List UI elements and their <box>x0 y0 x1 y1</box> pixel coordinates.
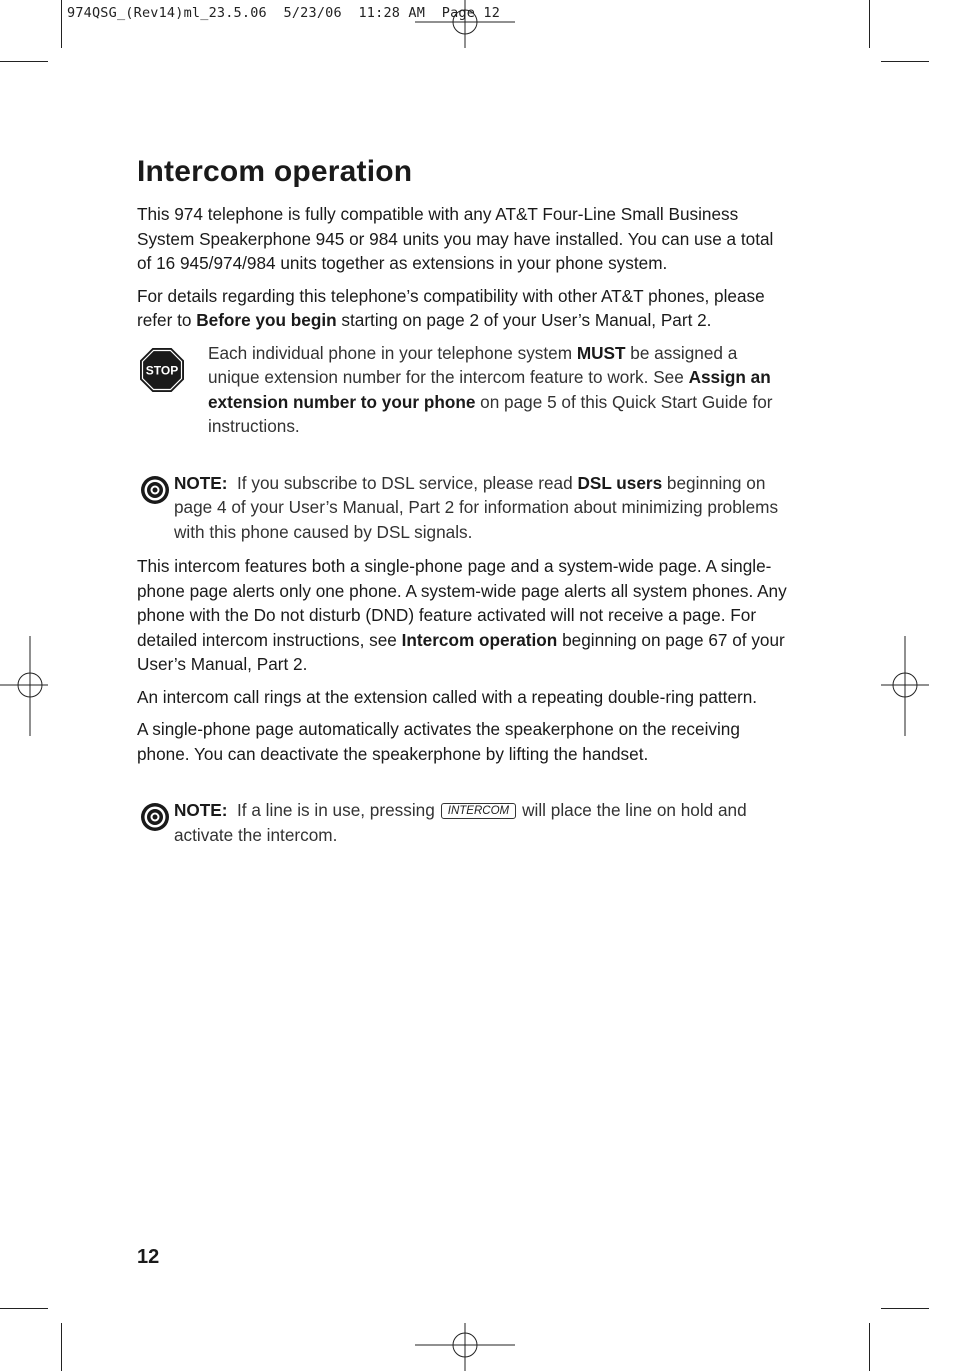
crop-mark-top-left-horizontal <box>0 61 48 62</box>
page-content <box>137 150 787 857</box>
svg-text:STOP: STOP <box>145 363 179 377</box>
registration-mark-right-icon <box>881 636 929 736</box>
crop-mark-top-left-vertical <box>61 0 62 48</box>
reference-dsl-users: DSL users <box>577 472 663 493</box>
reference-assign-extension: Assign an extension number to your phone <box>208 367 771 412</box>
crop-mark-bottom-right-horizontal <box>881 1308 929 1309</box>
note-label: NOTE: <box>174 800 228 820</box>
reference-before-you-begin: Before you begin <box>196 310 337 330</box>
note-target-icon <box>140 802 170 832</box>
page-title: Intercom operation <box>137 155 413 188</box>
page-number: 12 <box>137 1246 160 1268</box>
print-slug: 974QSG_(Rev14)ml_23.5.06 5/23/06 11:28 AM Page 12 <box>67 5 501 21</box>
note-dsl: NOTE: If you subscribe to DSL service, please read DSL users beginning on page 4 of your User’s Manual, Part 2 for information about minimizing problems with this phone caused by DSL signals. <box>137 471 787 545</box>
stop-sign-icon <box>139 347 185 393</box>
note-label: NOTE: <box>174 472 228 493</box>
emphasis-must: MUST <box>576 342 626 363</box>
paragraph-intercom-features: This intercom features both a single-phone page and a system-wide page. A single-phone page alerts only one phone. A system-wide page alerts all system phones. Any phone with the Do not disturb (DND) feature activated will not receive a page. For detailed intercom instructions, see Intercom operation beginning on page 67 of your User’s Manual, Part 2. <box>137 556 787 674</box>
paragraph-details: For details regarding this telephone’s compatibility with other AT&T phones, please refer to Before you begin starting on page 2 of your User’s Manual, Part 2. <box>137 285 765 330</box>
note-target-icon <box>140 475 170 505</box>
note-intercom-key: NOTE: If a line is in use, pressing INTERCOM will place the line on hold and activate the intercom. <box>137 798 787 847</box>
paragraph-ring-pattern: An intercom call rings at the extension called with a repeating double-ring pattern. <box>137 686 758 707</box>
crop-mark-bottom-left-horizontal <box>0 1308 48 1309</box>
reference-intercom-operation: Intercom operation <box>401 629 558 650</box>
crop-mark-bottom-left-vertical <box>61 1323 62 1371</box>
paragraph-compatibility: This 974 telephone is fully compatible with any AT&T Four-Line Small Business System Speakerphone 945 or 984 units you may have installed. You can use a total of 16 945/974/984 units together as extensions in your phone system. <box>137 204 774 273</box>
intercom-key-icon: INTERCOM <box>441 803 516 819</box>
registration-mark-left-icon <box>0 636 48 736</box>
crop-mark-top-right-horizontal <box>881 61 929 62</box>
crop-mark-bottom-right-vertical <box>869 1323 870 1371</box>
paragraph-speakerphone: A single-phone page automatically activates the speakerphone on the receiving phone. You can deactivate the speakerphone by lifting the handset. <box>137 719 740 764</box>
registration-mark-bottom-icon <box>415 1323 515 1371</box>
registration-mark-top-icon <box>415 0 515 48</box>
stop-warning: STOP Each individual phone in your telephone system MUST be assigned a unique extension number for the intercom feature to work. See Assign an extension number to your phone on page 5 of this Quick Start Guide for instructions. <box>137 341 787 439</box>
crop-mark-top-right-vertical <box>869 0 870 48</box>
